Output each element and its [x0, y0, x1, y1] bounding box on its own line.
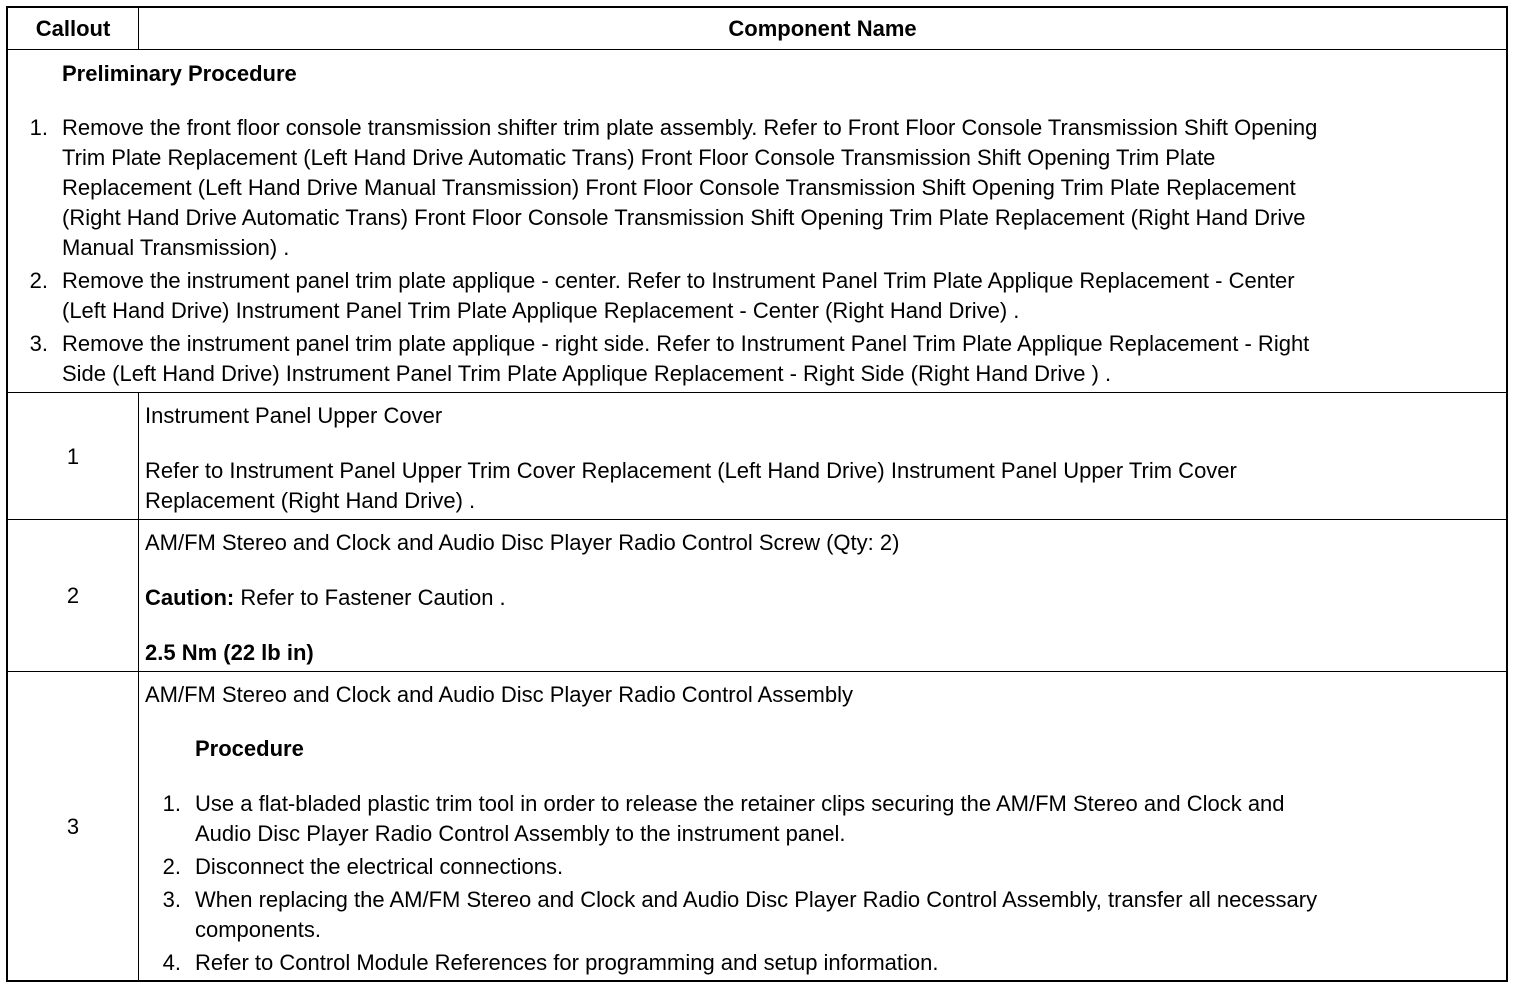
reference-text: Refer to Instrument Panel Upper Trim Cover Replacement (Left Hand Drive) Instrument Panel Upper Trim Cover [145, 458, 1237, 483]
step-number: 1. [162, 791, 181, 816]
caution-text: Refer to Fastener Caution . [234, 585, 506, 610]
table-row [8, 393, 1506, 520]
step-text: Use a flat-bladed plastic trim tool in order to release the retainer clips securing the AM/FM Stereo and Clock and [195, 791, 1285, 816]
table-row [8, 520, 1506, 672]
header-component-name: Component Name [728, 16, 917, 41]
step-text: Remove the front floor console transmission shifter trim plate assembly. Refer to Front Floor Console Transmission Shift Opening [62, 115, 1318, 140]
step-text: components. [195, 917, 321, 942]
component-name: AM/FM Stereo and Clock and Audio Disc Player Radio Control Assembly [145, 682, 853, 707]
table-row [8, 672, 1506, 982]
step-text: Refer to Control Module References for programming and setup information. [195, 950, 939, 975]
component-name: Instrument Panel Upper Cover [145, 403, 443, 428]
step-number: 3. [162, 887, 181, 912]
component-table [6, 6, 1508, 982]
step-text: Manual Transmission) . [62, 235, 290, 260]
step-number: 2. [162, 854, 181, 879]
header-callout: Callout [35, 16, 111, 41]
procedure-title: Procedure [195, 736, 304, 761]
torque-spec: 2.5 Nm (22 lb in) [145, 640, 314, 665]
column-divider [138, 520, 139, 671]
step-text: Audio Disc Player Radio Control Assembly to the instrument panel. [195, 821, 846, 846]
reference-text: Replacement (Right Hand Drive) . [145, 488, 476, 513]
step-text: Disconnect the electrical connections. [195, 854, 564, 879]
step-text: Replacement (Left Hand Drive Manual Transmission) Front Floor Console Transmission Shift Opening Trim Plate Replacement [62, 175, 1296, 200]
step-text: (Right Hand Drive Automatic Trans) Front Floor Console Transmission Shift Opening Trim Plate Replacement (Right Hand Drive [62, 205, 1306, 230]
callout-number: 3 [66, 814, 80, 839]
step-text: (Left Hand Drive) Instrument Panel Trim Plate Applique Replacement - Center (Right Hand Drive) . [62, 298, 1020, 323]
step-number: 4. [162, 950, 181, 975]
step-number: 3. [29, 331, 48, 356]
callout-number: 2 [66, 583, 80, 608]
preliminary-title: Preliminary Procedure [62, 61, 297, 86]
step-text: Side (Left Hand Drive) Instrument Panel Trim Plate Applique Replacement - Right Side (Right Hand Drive ) . [62, 361, 1112, 386]
column-divider [138, 393, 139, 519]
step-text: Remove the instrument panel trim plate applique - center. Refer to Instrument Panel Trim Plate Applique Replacement - Center [62, 268, 1295, 293]
step-text: Remove the instrument panel trim plate applique - right side. Refer to Instrument Panel Trim Plate Applique Replacement - Right [62, 331, 1310, 356]
step-text: When replacing the AM/FM Stereo and Clock and Audio Disc Player Radio Control Assembly, transfer all necessary [195, 887, 1318, 912]
caution-line [145, 583, 506, 613]
caution-label: Caution: [145, 585, 235, 610]
table-header-row [8, 8, 1506, 50]
column-divider [138, 672, 139, 982]
preliminary-procedure-row [8, 50, 1506, 393]
step-number: 2. [29, 268, 48, 293]
step-number: 1. [29, 115, 48, 140]
callout-number: 1 [66, 444, 80, 469]
step-text: Trim Plate Replacement (Left Hand Drive Automatic Trans) Front Floor Console Transmission Shift Opening Trim Plate [62, 145, 1216, 170]
component-name: AM/FM Stereo and Clock and Audio Disc Player Radio Control Screw (Qty: 2) [145, 530, 900, 555]
